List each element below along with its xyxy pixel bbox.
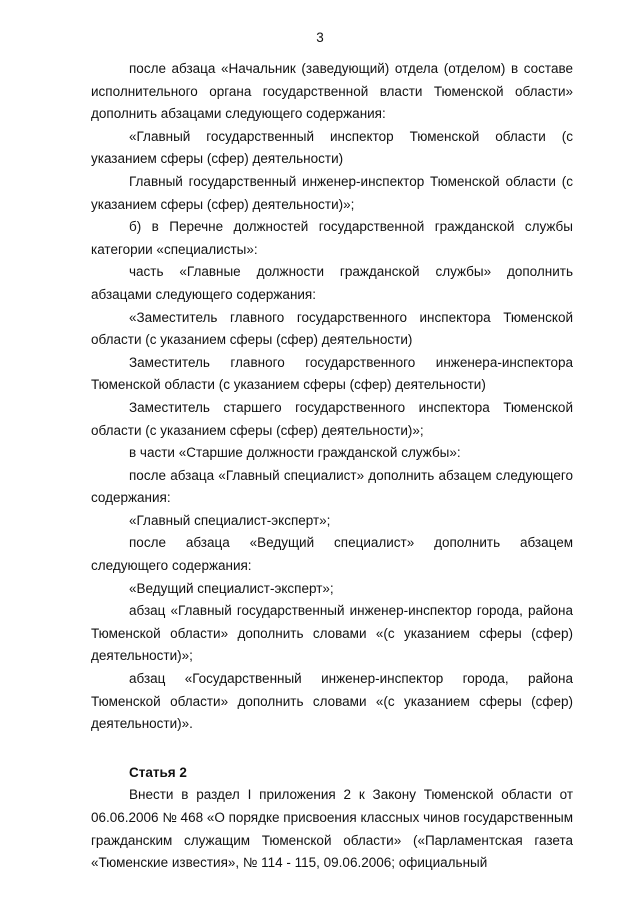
paragraph: «Заместитель главного государственного инспектора Тюменской области (с указанием сферы (сфер) деятельности)	[91, 309, 573, 348]
paragraph: часть «Главные должности гражданской службы» дополнить абзацами следующего содержания:	[91, 264, 573, 302]
paragraph: в части «Старшие должности гражданской службы»:	[129, 445, 461, 461]
paragraph: после абзаца «Начальник (заведующий) отдела (отделом) в составе исполнительного органа государственной власти Тюменской области» дополнить абзацами следующего содержания:	[91, 61, 573, 122]
paragraph: «Ведущий специалист-эксперт»;	[129, 580, 334, 596]
page-number: 3	[316, 30, 324, 45]
paragraph: «Главный государственный инспектор Тюменской области (с указанием сферы (сфер) деятельности)	[91, 128, 573, 167]
paragraph: после абзаца «Главный специалист» дополнить абзацем следующего содержания:	[91, 467, 573, 506]
paragraph: абзац «Государственный инженер-инспектор города, района Тюменской области» дополнить словами «(с указанием сферы (сфер) деятельности)».	[91, 671, 573, 732]
paragraph: после абзаца «Ведущий специалист» дополнить абзацем следующего содержания:	[91, 535, 573, 574]
paragraph: «Главный специалист-эксперт»;	[129, 512, 331, 528]
article-paragraph: Внести в раздел I приложения 2 к Закону Тюменской области от 06.06.2006 № 468 «О порядке присвоения классных чинов государственным гражданским служащим Тюменской области» («Парламентская газета «Тюменские известия», № 114 - 115, 09.06.2006; официальный	[91, 787, 573, 871]
paragraph: Главный государственный инженер-инспектор Тюменской области (с указанием сферы (сфер) деятельности)»;	[91, 173, 573, 212]
paragraph: абзац «Главный государственный инженер-инспектор города, района Тюменской области» дополнить словами «(с указанием сферы (сфер) деятельности)»;	[91, 603, 573, 664]
article-heading: Статья 2	[129, 764, 187, 780]
paragraph: б) в Перечне должностей государственной гражданской службы категории «специалисты»:	[91, 219, 573, 257]
paragraph: Заместитель старшего государственного инспектора Тюменской области (с указанием сферы (сфер) деятельности)»;	[91, 399, 573, 438]
document-body	[91, 58, 573, 875]
paragraph: Заместитель главного государственного инженера-инспектора Тюменской области (с указанием сферы (сфер) деятельности)	[91, 354, 573, 393]
